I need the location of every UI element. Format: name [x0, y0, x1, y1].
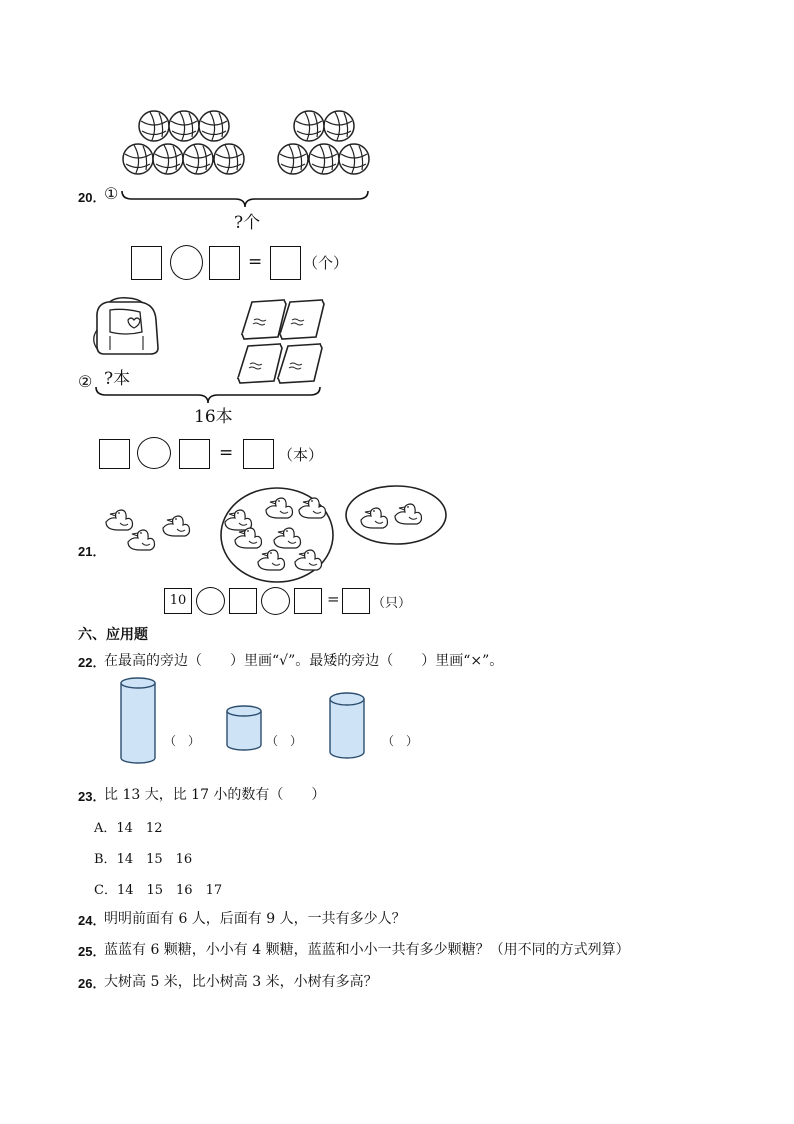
equals-sign: = [219, 443, 234, 463]
q22-number: 22． [78, 655, 106, 670]
q23-number: 23． [78, 789, 106, 804]
volleyball-icon [278, 144, 308, 174]
answer-paren[interactable]: （ ） [164, 734, 201, 748]
volleyball-icon [169, 111, 199, 141]
answer-box[interactable] [294, 588, 322, 614]
answer-box[interactable] [131, 246, 162, 280]
q20-part1-brace [0, 185, 794, 225]
answer-box[interactable] [229, 588, 257, 614]
volleyball-icon [199, 111, 229, 141]
option-text: 14 12 [116, 821, 163, 836]
q20-part2-brace-label: 16本 [194, 407, 233, 427]
volleyball-icon [183, 144, 213, 174]
volleyball-icons [0, 0, 794, 200]
unit-label: （本） [278, 446, 324, 464]
q23-option-a[interactable] [94, 817, 162, 836]
q26-text: 大树高 5 米，比小树高 3 米，小树有多高？ [104, 974, 378, 990]
duck-icon [163, 516, 190, 536]
answer-box[interactable] [243, 439, 274, 469]
volleyball-icon [123, 144, 153, 174]
equals-sign: = [327, 590, 340, 608]
q25-number: 25． [78, 944, 106, 959]
q23-option-c[interactable] [94, 879, 222, 898]
option-label: B． [94, 852, 117, 867]
q23-text: 比 13 大，比 17 小的数有（ ） [104, 787, 326, 803]
option-label: C． [94, 883, 117, 898]
q20-part1-marker: ① [104, 184, 119, 203]
duck-icon [128, 530, 155, 550]
unit-label: （个） [303, 254, 349, 272]
volleyball-icon [153, 144, 183, 174]
section-title: 六、应用题 [78, 626, 148, 642]
q20-number: 20． [78, 190, 106, 205]
duck-groups [0, 478, 794, 598]
answer-paren[interactable]: （ ） [382, 734, 419, 748]
answer-box[interactable] [179, 439, 210, 469]
volleyball-icon [324, 111, 354, 141]
q26-number: 26． [78, 976, 106, 991]
volleyball-icon [309, 144, 339, 174]
volleyball-icon [139, 111, 169, 141]
cylinders [0, 675, 794, 775]
volleyball-icon [339, 144, 369, 174]
q21-number: 21． [78, 544, 106, 559]
answer-box[interactable] [342, 588, 370, 614]
equals-sign: = [248, 252, 263, 272]
option-text: 14 15 16 [116, 852, 193, 867]
q24-text: 明明前面有 6 人，后面有 9 人，一共有多少人？ [104, 911, 406, 927]
option-label: A． [94, 821, 117, 836]
q20-part2-brace [0, 383, 794, 423]
q24-number: 24． [78, 913, 106, 928]
volleyball-icon [294, 111, 324, 141]
q22-text: 在最高的旁边（ ）里画“√”。最矮的旁边（ ）里画“×”。 [104, 653, 504, 669]
q25-text: 蓝蓝有 6 颗糖，小小有 4 颗糖，蓝蓝和小小一共有多少颗糖？（用不同的方式列算） [104, 942, 630, 958]
operator-circle[interactable] [196, 587, 225, 615]
answer-box[interactable] [209, 246, 240, 280]
operator-circle[interactable] [170, 245, 203, 280]
duck-icon [106, 510, 133, 530]
volleyball-icon [214, 144, 244, 174]
operator-circle[interactable] [137, 437, 171, 469]
q20-part2-marker: ② [78, 372, 93, 391]
answer-box[interactable] [270, 246, 301, 280]
option-text: 14 15 16 17 [116, 883, 223, 898]
q23-option-b[interactable] [94, 848, 192, 867]
given-number-box: 10 [164, 588, 192, 614]
q20-part2-bag-label: ?本 [104, 369, 131, 389]
answer-paren[interactable]: （ ） [266, 734, 303, 748]
answer-box[interactable] [99, 439, 130, 469]
operator-circle[interactable] [261, 587, 290, 615]
unit-label: （只） [372, 596, 412, 611]
q20-part1-brace-label: ?个 [234, 213, 261, 233]
